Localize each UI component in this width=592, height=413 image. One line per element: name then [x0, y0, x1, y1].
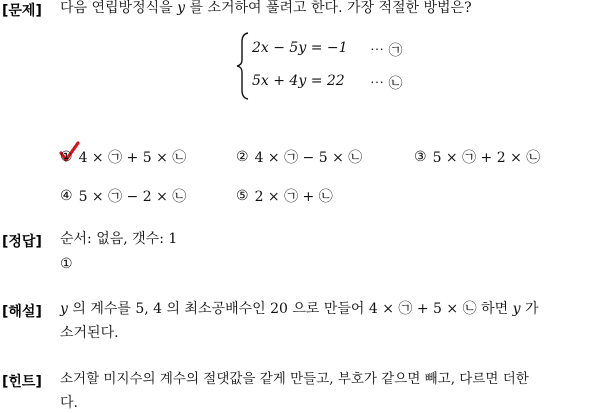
option-2-text: 4 × ㉠ − 5 × ㉡	[254, 150, 363, 166]
option-5[interactable]	[236, 186, 333, 206]
option-4-text: 5 × ㉠ − 2 × ㉡	[78, 189, 187, 205]
explanation-line-1	[60, 299, 538, 319]
answer-line-2: ①	[60, 256, 73, 272]
explanation-var-2: y	[512, 301, 521, 317]
left-brace-icon	[236, 32, 250, 100]
option-1-number: ①	[60, 149, 73, 165]
question-suffix: 를 소거하여 풀려고 한다. 가장 적절한 방법은?	[189, 0, 472, 16]
option-2-number: ②	[236, 149, 249, 165]
answer-label: [정답]	[2, 234, 42, 250]
explanation-end: 가	[524, 301, 539, 317]
option-5-text: 2 × ㉠ + ㉡	[254, 189, 333, 205]
option-3-text: 5 × ㉠ + 2 × ㉡	[432, 150, 541, 166]
option-1[interactable]	[60, 147, 186, 167]
option-4-number: ④	[60, 188, 73, 204]
option-2[interactable]	[236, 147, 362, 167]
option-4[interactable]	[60, 186, 186, 206]
question-prefix: 다음 연립방정식을	[60, 0, 173, 16]
hint-line-2: 다.	[60, 395, 78, 411]
explanation-line-2: 소거된다.	[60, 325, 119, 341]
explanation-label: [해설]	[2, 304, 42, 320]
option-5-number: ⑤	[236, 188, 249, 204]
equation-2-tag: ⋯ ㉡	[370, 76, 403, 92]
question-text	[60, 0, 472, 18]
option-3-number: ③	[414, 149, 427, 165]
answer-line-1: 순서: 없음, 갯수: 1	[60, 231, 178, 247]
question-label: [문제]	[2, 3, 42, 19]
equation-1: 2x − 5y = −1	[252, 40, 348, 56]
hint-label: [힌트]	[2, 374, 42, 390]
explanation-text: 의 계수를 5, 4 의 최소공배수인 20 으로 만들어 4 × ㉠ + 5 × ㉡ 하면	[72, 301, 509, 317]
explanation-var: y	[60, 301, 68, 317]
hint-line-1: 소거할 미지수의 계수의 절댓값을 같게 만들고, 부호가 같으면 빼고, 다르면 더한	[60, 371, 529, 387]
option-3[interactable]	[414, 147, 540, 167]
equation-2: 5x + 4y = 22	[252, 73, 345, 89]
option-1-text: 4 × ㉠ + 5 × ㉡	[78, 150, 187, 166]
question-var: y	[177, 0, 186, 16]
equation-1-tag: ⋯ ㉠	[370, 43, 403, 59]
